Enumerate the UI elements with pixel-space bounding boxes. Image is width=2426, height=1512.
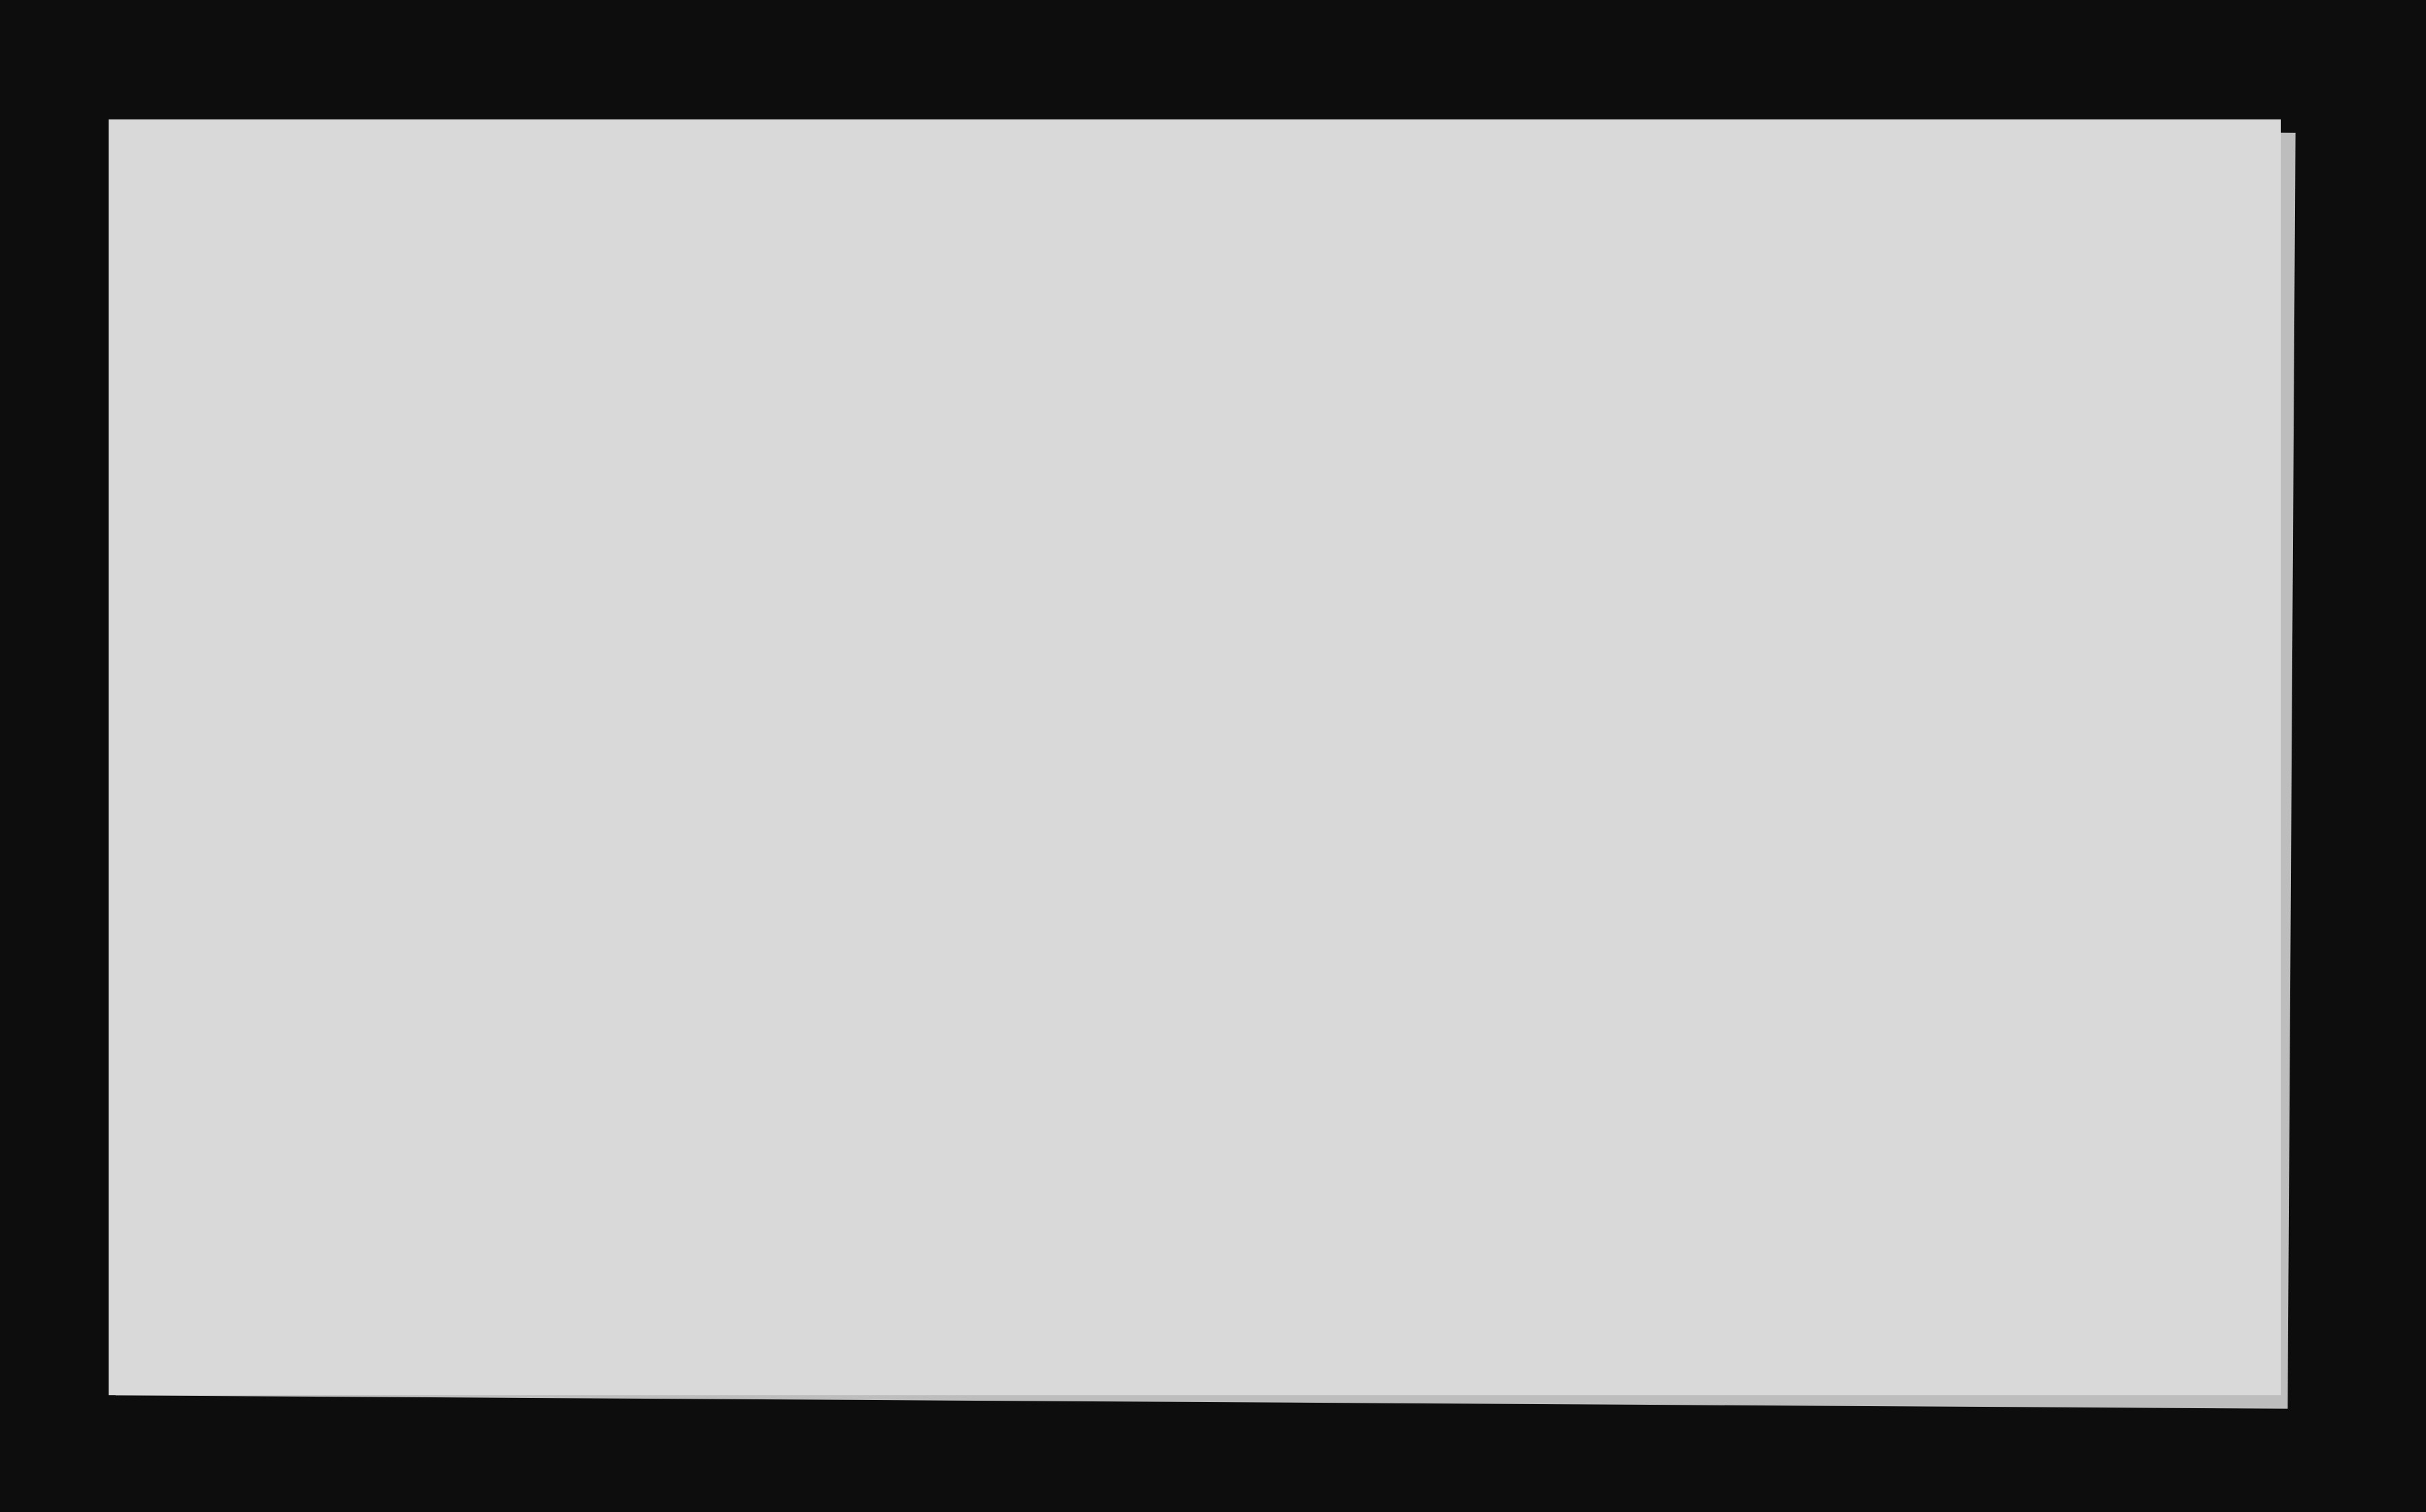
census-card — [109, 119, 2281, 1395]
